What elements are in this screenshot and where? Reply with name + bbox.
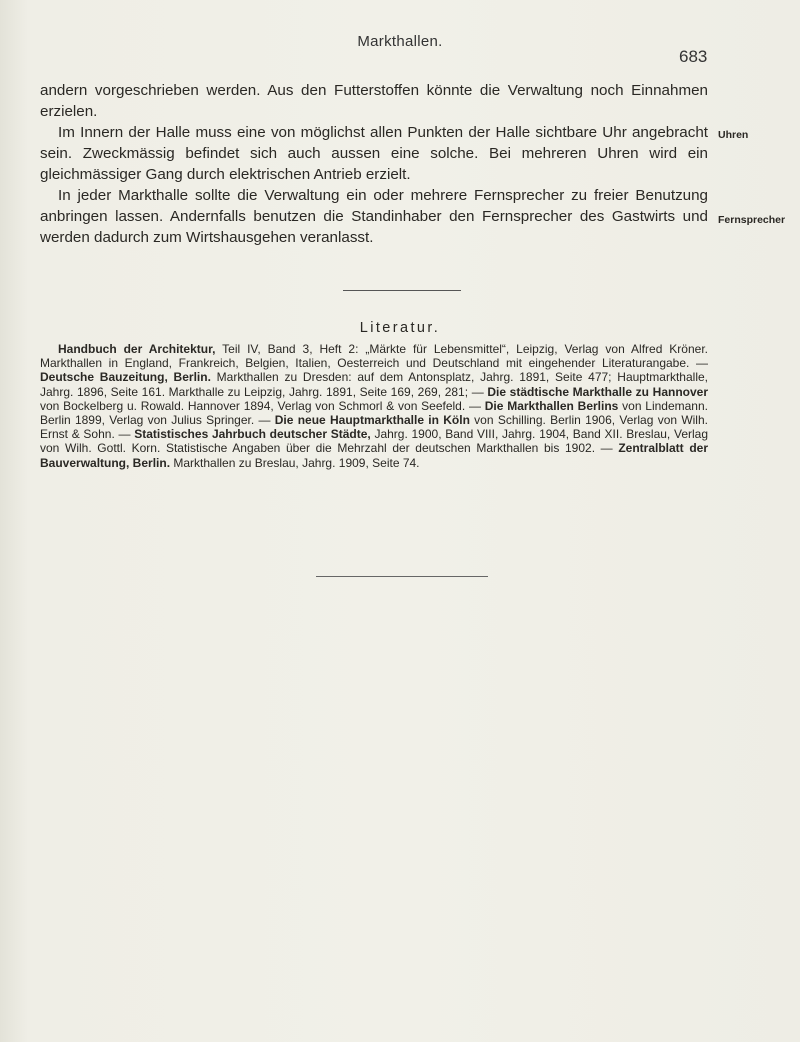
literature-segment: Die städtische Markthalle zu Hannover	[487, 384, 708, 399]
literature-segment: Die Markthallen Berlins	[484, 398, 619, 413]
literature-segment: von Schilling. Berlin 1906, Verlag von Wilh. Ernst & Sohn. —	[40, 413, 708, 442]
literature-segment: Markthallen zu Dresden: auf dem Antonsplatz, Jahrg. 1891, Seite 477; Hauptmarkthalle, Jahrg. 1896, Seite 161. Markthalle zu Leipzig, Jahrg. 1891, Seite 169, 269, 281; —	[40, 370, 708, 399]
section-divider	[343, 290, 461, 291]
literature-heading: Literatur.	[359, 320, 441, 336]
literature-segment: Statistisches Jahrbuch deutscher Städte,	[134, 427, 371, 442]
paragraph-telephones: In jeder Markthalle sollte die Verwaltung ein oder mehrere Fernsprecher zu freier Benutzung anbringen lassen. Andernfalls benutzen die Standinhaber den Fernsprecher des Gastwirts und werden dadurch zum Wirtshausgehen veranlasst.	[40, 187, 708, 246]
literature-segment: Jahrg. 1900, Band VIII, Jahrg. 1904, Band XII. Breslau, Verlag von Wilh. Gottl. Korn. Statistische Angaben über die Mehrzahl der deutschen Markthallen bis 1902. —	[40, 427, 709, 456]
literature-segment: von Lindemann. Berlin 1899, Verlag von Julius Springer. —	[40, 398, 708, 428]
margin-note-fernsprecher: Fernsprecher	[718, 214, 786, 226]
paragraph-clocks: Im Innern der Halle muss eine von möglichst allen Punkten der Halle sichtbare Uhr angebracht sein. Zweckmässig befindet sich auch aussen eine solche. Bei mehreren Uhren wird ein gleichmässiger Gang durch elektrischen Antrieb erzielt.	[40, 124, 708, 183]
margin-note-uhren: Uhren	[718, 129, 749, 141]
paragraph-feed-income: andern vorgeschrieben werden. Aus den Futterstoffen könnte die Verwaltung noch Einnahmen erzielen.	[40, 82, 708, 120]
running-title: Markthallen.	[357, 33, 443, 50]
body-text	[40, 80, 708, 248]
literature-segment: Teil IV, Band 3, Heft 2: „Märkte für Lebensmittel“, Leipzig, Verlag von Alfred Kröner. Markthallen in England, Frankreich, Belgien, Italien, Oesterreich und Deutschland mit eingehender Literaturangabe. —	[40, 342, 708, 371]
literature-segment: Zentralblatt der Bauverwaltung, Berlin.	[40, 441, 708, 470]
literature-segment: Handbuch der Architektur,	[58, 342, 216, 356]
literature-segment: Die neue Hauptmarkthalle in Köln	[274, 413, 470, 428]
end-rule	[316, 576, 488, 577]
literature-segment: Deutsche Bauzeitung, Berlin.	[40, 370, 211, 385]
literature-segment: von Bockelberg u. Rowald. Hannover 1894, Verlag von Schmorl & von Seefeld. —	[40, 398, 485, 413]
literature-list	[40, 342, 708, 470]
page-number: 683	[679, 47, 708, 66]
literature-segment: Markthallen zu Breslau, Jahrg. 1909, Seite 74.	[170, 455, 420, 470]
